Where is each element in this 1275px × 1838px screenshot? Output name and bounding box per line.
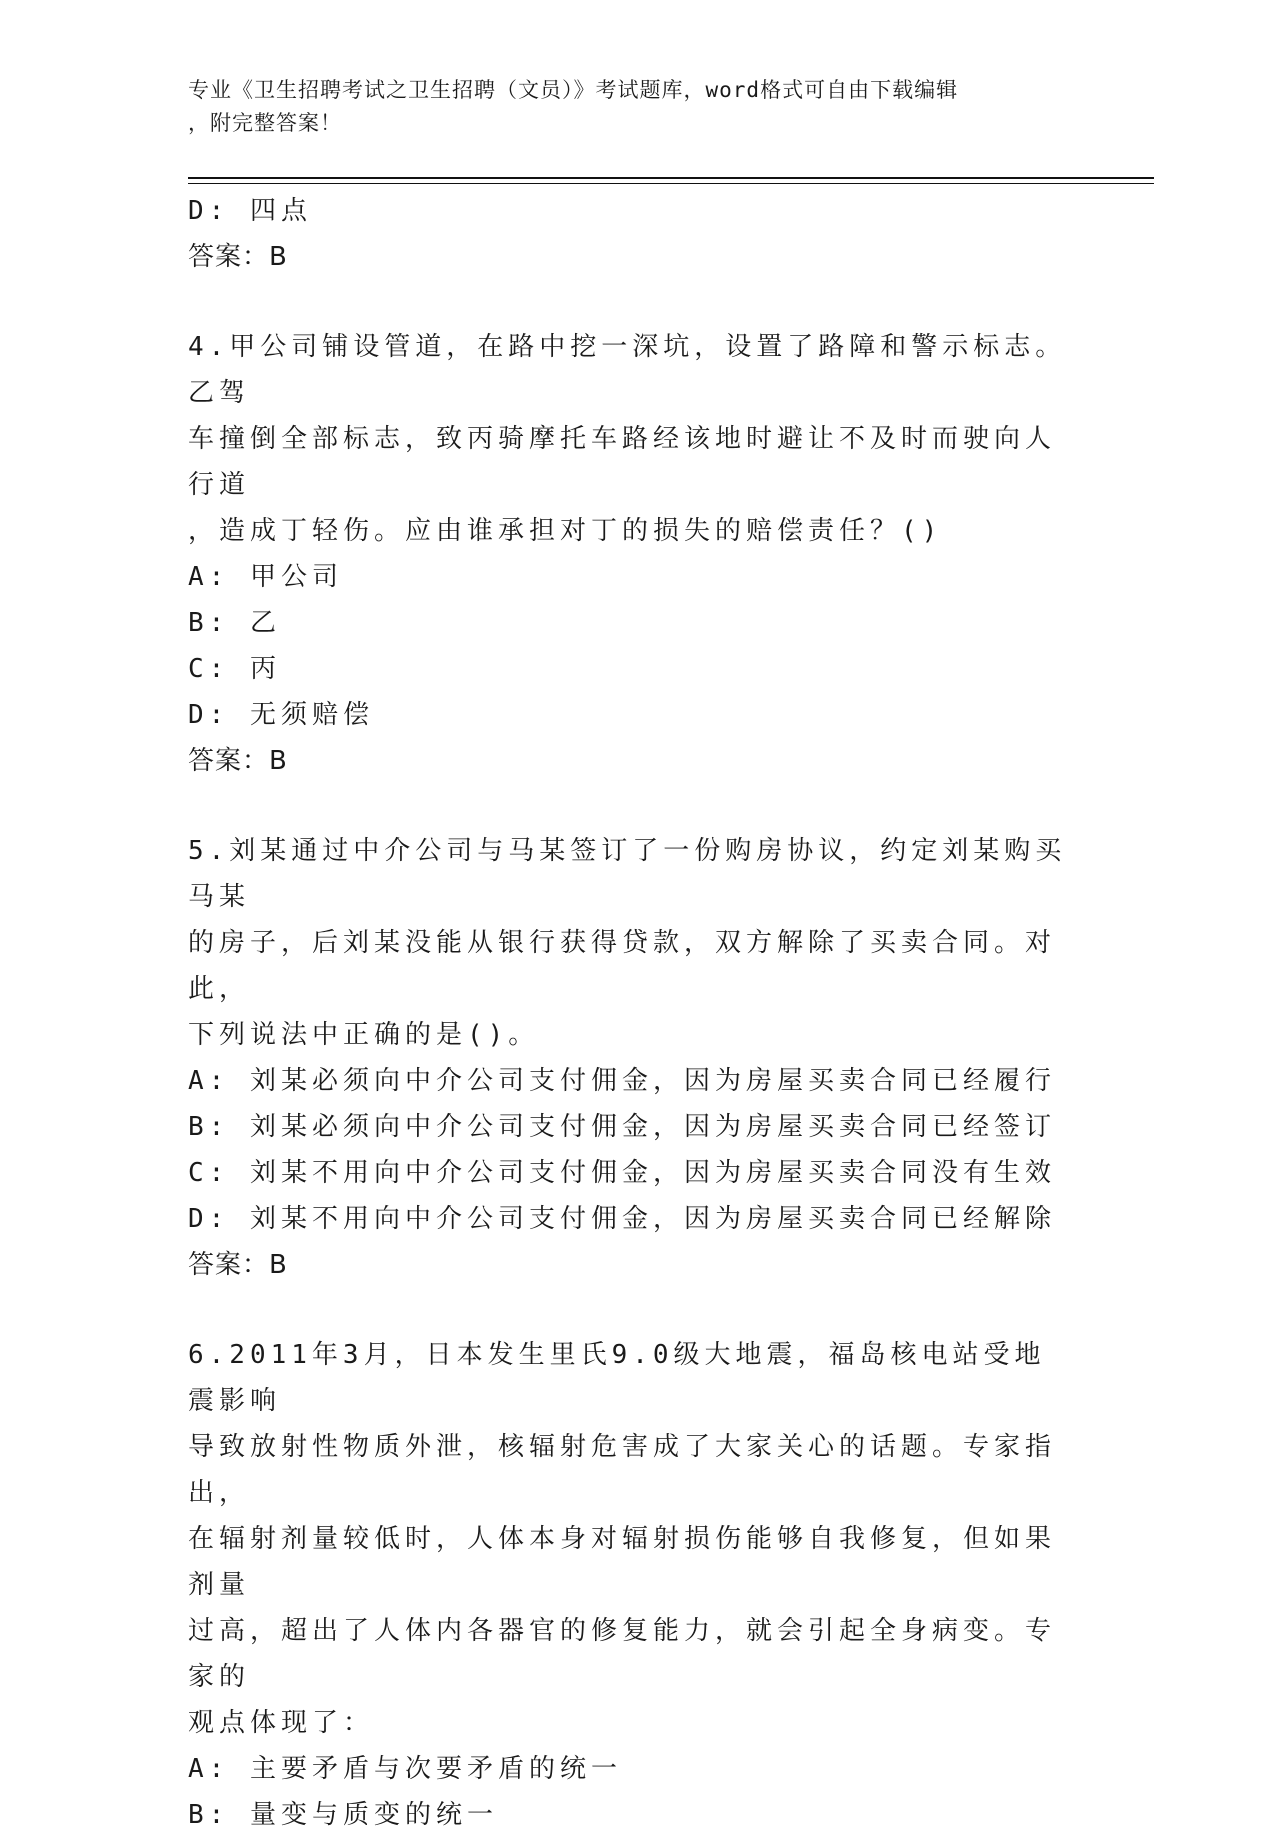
header-text-line-2: ，附完整答案！ xyxy=(188,111,342,135)
question-6 xyxy=(188,1332,1068,1838)
option-d: D: 刘某不用向中介公司支付佣金，因为房屋买卖合同已经解除 xyxy=(188,1204,1056,1234)
question-stem xyxy=(188,324,1068,554)
answer-line: 答案：B xyxy=(188,242,288,272)
option-c: C: 丙 xyxy=(188,654,281,684)
option-a: A: 主要矛盾与次要矛盾的统一 xyxy=(188,1754,622,1784)
page-header xyxy=(188,74,1068,140)
stem-line: 下列说法中正确的是()。 xyxy=(188,1020,540,1050)
previous-question-tail xyxy=(188,188,1068,280)
stem-line: 5.刘某通过中介公司与马某签订了一份购房协议，约定刘某购买马某 xyxy=(188,836,1067,912)
question-5 xyxy=(188,828,1068,1288)
document-body xyxy=(188,188,1068,1838)
header-rule-thin xyxy=(188,183,1154,184)
stem-line: 的房子，后刘某没能从银行获得贷款，双方解除了买卖合同。对此， xyxy=(188,928,1057,1004)
option-c: C: 刘某不用向中介公司支付佣金，因为房屋买卖合同没有生效 xyxy=(188,1158,1056,1188)
stem-line: 车撞倒全部标志，致丙骑摩托车路经该地时避让不及时而驶向人行道 xyxy=(188,424,1057,500)
option-d: D: 无须赔偿 xyxy=(188,700,374,730)
option-a: A: 甲公司 xyxy=(188,562,343,592)
option-d: D: 四点 xyxy=(188,196,312,226)
question-stem xyxy=(188,1332,1068,1746)
header-rule-thick xyxy=(188,177,1154,179)
stem-line: 观点体现了： xyxy=(188,1708,375,1738)
answer-line: 答案：B xyxy=(188,746,288,776)
question-4 xyxy=(188,324,1068,784)
option-b: B: 量变与质变的统一 xyxy=(188,1800,498,1830)
question-stem xyxy=(188,828,1068,1058)
answer-line: 答案：B xyxy=(188,1250,288,1280)
option-b: B: 乙 xyxy=(188,608,281,638)
stem-line: 4.甲公司铺设管道，在路中挖一深坑，设置了路障和警示标志。乙驾 xyxy=(188,332,1067,408)
option-b: B: 刘某必须向中介公司支付佣金，因为房屋买卖合同已经签订 xyxy=(188,1112,1056,1142)
stem-line: 6.2011年3月，日本发生里氏9.0级大地震，福岛核电站受地震影响 xyxy=(188,1340,1046,1416)
stem-line: ，造成丁轻伤。应由谁承担对丁的损失的赔偿责任？() xyxy=(188,516,943,546)
option-a: A: 刘某必须向中介公司支付佣金，因为房屋买卖合同已经履行 xyxy=(188,1066,1056,1096)
stem-line: 在辐射剂量较低时，人体本身对辐射损伤能够自我修复，但如果剂量 xyxy=(188,1524,1057,1600)
stem-line: 导致放射性物质外泄，核辐射危害成了大家关心的话题。专家指出， xyxy=(188,1432,1057,1508)
stem-line: 过高，超出了人体内各器官的修复能力，就会引起全身病变。专家的 xyxy=(188,1616,1057,1692)
header-text-line-1: 专业《卫生招聘考试之卫生招聘（文员）》考试题库，word格式可自由下载编辑 xyxy=(188,78,959,102)
